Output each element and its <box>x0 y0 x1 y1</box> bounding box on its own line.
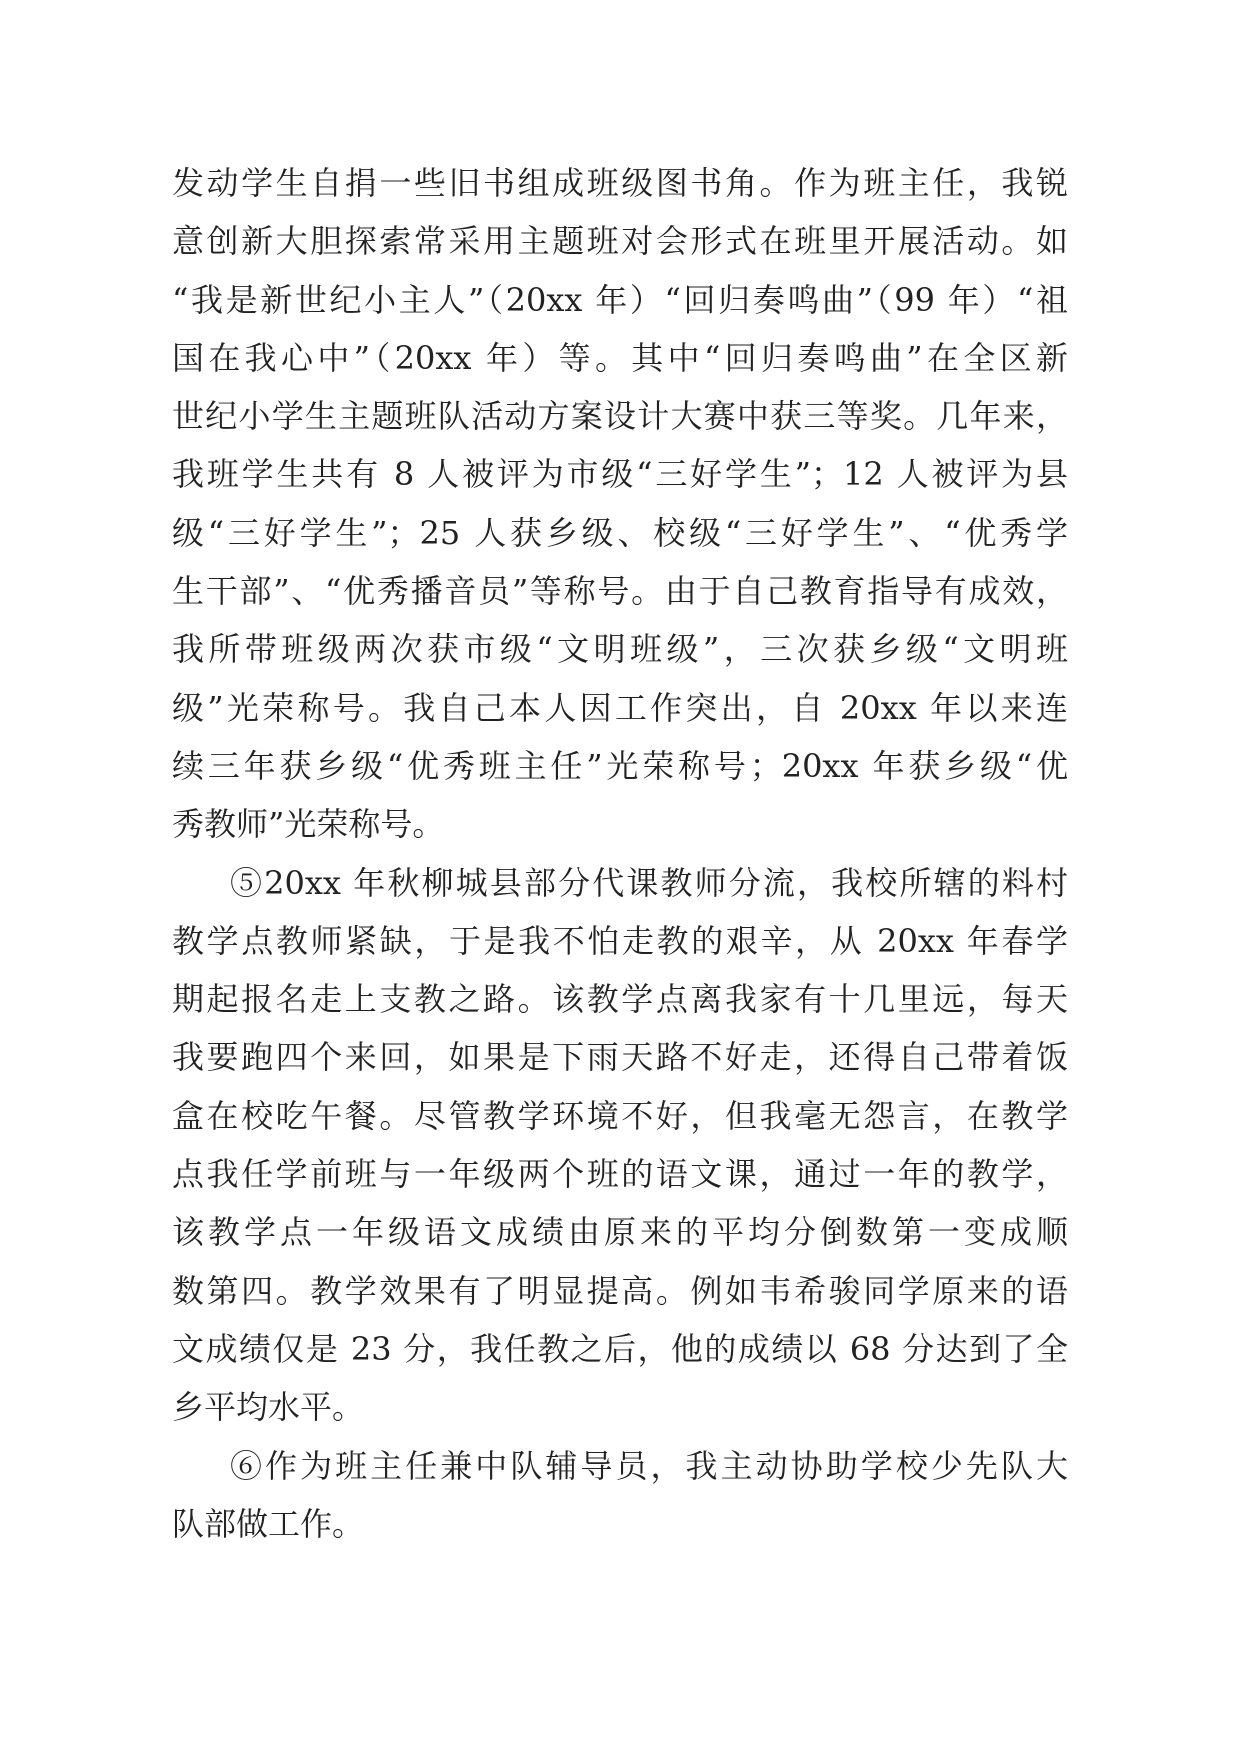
paragraph-1 <box>172 154 1068 854</box>
paragraph-line: 级”光荣称号。我自己本人因工作突出，自 20xx 年以来连 <box>172 688 1068 727</box>
paragraph-line: 世纪小学生主题班队活动方案设计大赛中获三等奖。几年来， <box>172 397 1068 436</box>
paragraph-line: ⑤20xx 年秋柳城县部分代课教师分流，我校所辖的料村 <box>230 863 1068 902</box>
paragraph-line: 该教学点一年级语文成绩由原来的平均分倒数第一变成顺 <box>172 1213 1068 1252</box>
paragraph-3 <box>172 1437 1068 1554</box>
paragraph-line: 我要跑四个来回，如果是下雨天路不好走，还得自己带着饭 <box>172 1038 1068 1077</box>
paragraph-line: 生干部”、“优秀播音员”等称号。由于自己教育指导有成效， <box>172 572 1068 611</box>
paragraph-line: 期起报名走上支教之路。该教学点离我家有十几里远，每天 <box>172 980 1068 1019</box>
paragraph-line: 乡平均水平。 <box>172 1388 365 1427</box>
paragraph-line: 意创新大胆探索常采用主题班对会形式在班里开展活动。如 <box>172 222 1068 261</box>
paragraph-line: 国在我心中”（20xx 年）等。其中“回归奏鸣曲”在全区新 <box>172 338 1068 377</box>
paragraph-line: 续三年获乡级“优秀班主任”光荣称号；20xx 年获乡级“优 <box>172 746 1068 785</box>
paragraph-line: 盒在校吃午餐。尽管教学环境不好，但我毫无怨言，在教学 <box>172 1096 1068 1135</box>
paragraph-line: “我是新世纪小主人”（20xx 年）“回归奏鸣曲”（99 年）“祖 <box>172 280 1068 319</box>
paragraph-line: 点我任学前班与一年级两个班的语文课，通过一年的教学， <box>172 1155 1068 1194</box>
paragraph-line: ⑥作为班主任兼中队辅导员，我主动协助学校少先队大 <box>230 1446 1068 1485</box>
paragraph-line: 级“三好学生”；25 人获乡级、校级“三好学生”、“优秀学 <box>172 513 1068 552</box>
paragraph-line: 我班学生共有 8 人被评为市级“三好学生”；12 人被评为县 <box>172 455 1068 494</box>
paragraph-line: 秀教师”光荣称号。 <box>172 805 445 844</box>
paragraph-2 <box>172 854 1068 1437</box>
paragraph-line: 教学点教师紧缺，于是我不怕走教的艰辛，从 20xx 年春学 <box>172 921 1068 960</box>
paragraph-line: 文成绩仅是 23 分，我任教之后，他的成绩以 68 分达到了全 <box>172 1329 1068 1368</box>
paragraph-line: 队部做工作。 <box>172 1504 365 1543</box>
paragraph-line: 数第四。教学效果有了明显提高。例如韦希骏同学原来的语 <box>172 1271 1068 1310</box>
paragraph-line: 我所带班级两次获市级“文明班级”，三次获乡级“文明班 <box>172 630 1068 669</box>
document-body <box>172 154 1068 1553</box>
paragraph-line: 发动学生自捐一些旧书组成班级图书角。作为班主任，我锐 <box>172 164 1068 202</box>
